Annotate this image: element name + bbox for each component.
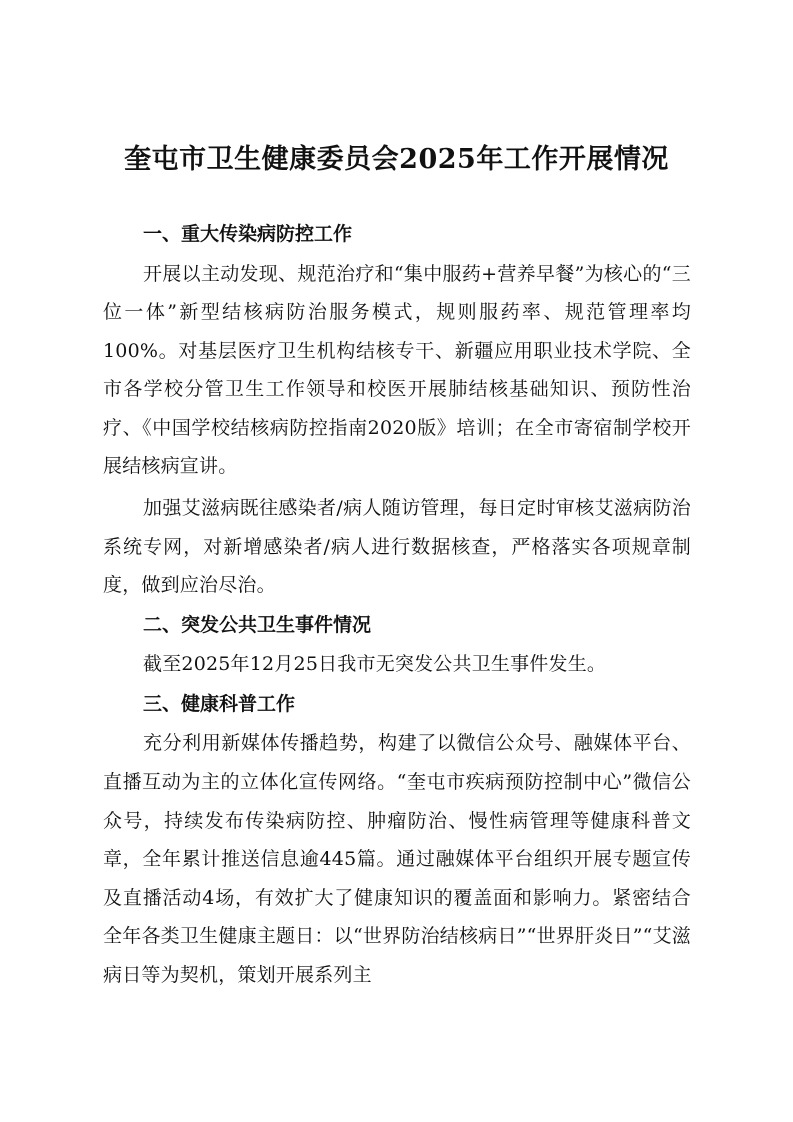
section-heading-public-health-events: 二、突发公共卫生事件情况: [143, 613, 372, 636]
paragraph-public-health-events: 截至2025年12月25日我市无突发公共卫生事件发生。: [143, 653, 607, 676]
document-title: 奎屯市卫生健康委员会2025年工作开展情况: [124, 144, 669, 175]
paragraph-aids: 加强艾滋病既往感染者/病人随访管理，每日定时审核艾滋病防治系统专网，对新增感染者/病人进行数据核查，严格落实各项规章制度，做到应治尽治。: [103, 497, 691, 597]
section-heading-health-education: 三、健康科普工作: [143, 692, 296, 715]
paragraph-tuberculosis: 开展以主动发现、规范治疗和“集中服药+营养早餐”为核心的“三位一体”新型结核病防治服务模式，规则服药率、规范管理率均100%。对基层医疗卫生机构结核专干、新疆应用职业技术学院、全市各学校分管卫生工作领导和校医开展肺结核基础知识、预防性治疗、《中国学校结核病防控指南2020版》培训；在全市寄宿制学校开展结核病宣讲。: [103, 262, 691, 478]
document-body: [103, 214, 691, 995]
paragraph-health-education: 充分利用新媒体传播趋势，构建了以微信公众号、融媒体平台、直播互动为主的立体化宣传网络。“奎屯市疾病预防控制中心”微信公众号，持续发布传染病防控、肿瘤防治、慢性病管理等健康科普文章，全年累计推送信息逾445篇。通过融媒体平台组织开展专题宣传及直播活动4场，有效扩大了健康知识的覆盖面和影响力。紧密结合全年各类卫生健康主题日：以“世界防治结核病日”“世界肝炎日”“艾滋病日等为契机，策划开展系列主: [103, 732, 691, 986]
section-heading-epidemic-control: 一、重大传染病防控工作: [143, 223, 353, 245]
